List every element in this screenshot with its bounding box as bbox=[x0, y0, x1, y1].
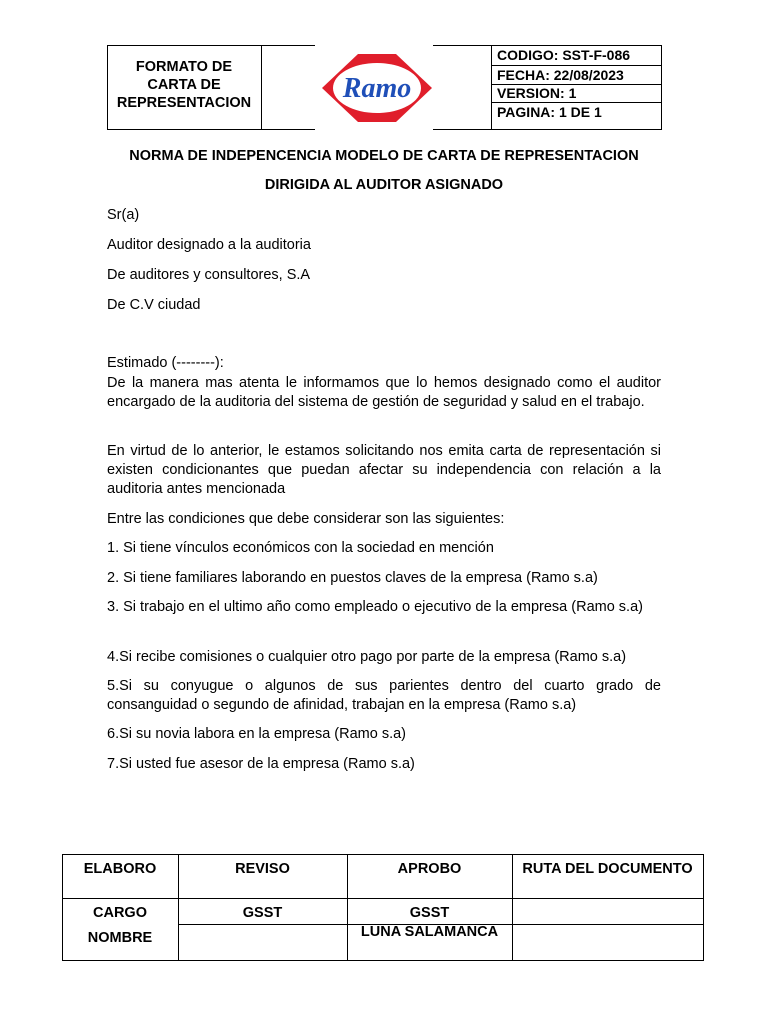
version-field: VERSION: 1 bbox=[497, 85, 577, 101]
header-elaboro: ELABORO bbox=[83, 861, 157, 877]
condition-item: 7.Si usted fue asesor de la empresa (Ramo s.a) bbox=[107, 756, 415, 772]
document-subtitle: DIRIGIDA AL AUDITOR ASIGNADO bbox=[264, 177, 504, 193]
header-aprobo: APROBO bbox=[397, 861, 462, 877]
condition-item: 5.Si su conyugue o algunos de sus parientes dentro del cuarto grado de consanguidad o segundo de afinidad, trabajan en la empresa (Ramo s.a) bbox=[107, 678, 661, 713]
greeting: Estimado (--------): bbox=[107, 355, 224, 371]
paragraph-1: De la manera mas atenta le informamos que lo hemos designado como el auditor encargado de la auditoria del sistema de gestión de seguridad y salud en el trabajo. bbox=[107, 375, 661, 410]
form-title-line: REPRESENTACION bbox=[116, 95, 252, 111]
form-title bbox=[108, 58, 260, 112]
conditions-intro: Entre las condiciones que debe considerar son las siguientes: bbox=[107, 511, 505, 527]
form-title-line: FORMATO DE bbox=[135, 59, 233, 75]
header-ruta: RUTA DEL DOCUMENTO bbox=[522, 861, 693, 877]
address-line: Sr(a) bbox=[107, 207, 140, 223]
condition-item: 6.Si su novia labora en la empresa (Ramo s.a) bbox=[107, 726, 407, 742]
ramo-logo bbox=[318, 48, 436, 128]
paragraph-2: En virtud de lo anterior, le estamos solicitando nos emita carta de representación si existen condicionantes que puedan afectar su independencia con relación a la auditoria antes mencionada bbox=[107, 443, 661, 497]
condition-item: 2. Si tiene familiares laborando en puestos claves de la empresa (Ramo s.a) bbox=[107, 570, 598, 586]
cargo-aprobo: GSST bbox=[409, 905, 450, 921]
logo-text: Ramo bbox=[342, 73, 412, 104]
cargo-reviso: GSST bbox=[242, 905, 283, 921]
fecha-field: FECHA: 22/08/2023 bbox=[497, 67, 624, 83]
address-line: De auditores y consultores, S.A bbox=[107, 267, 311, 283]
condition-item: 3. Si trabajo en el ultimo año como empleado o ejecutivo de la empresa (Ramo s.a) bbox=[107, 599, 643, 615]
address-line: De C.V ciudad bbox=[107, 297, 201, 313]
condition-item: 1. Si tiene vínculos económicos con la sociedad en mención bbox=[107, 540, 494, 556]
address-line: Auditor designado a la auditoria bbox=[107, 237, 311, 253]
document-title: NORMA DE INDEPENCENCIA MODELO DE CARTA DE REPRESENTACION bbox=[129, 148, 639, 164]
codigo-field: CODIGO: SST-F-086 bbox=[497, 47, 631, 63]
pagina-field: PAGINA: 1 DE 1 bbox=[497, 104, 602, 120]
header-reviso: REVISO bbox=[235, 861, 290, 877]
nombre-aprobo: LUNA SALAMANCA bbox=[360, 924, 499, 940]
cargo-label: CARGO bbox=[93, 905, 147, 921]
condition-item: 4.Si recibe comisiones o cualquier otro pago por parte de la empresa (Ramo s.a) bbox=[107, 649, 627, 665]
form-title-line: CARTA DE bbox=[147, 77, 221, 93]
nombre-label: NOMBRE bbox=[87, 930, 153, 946]
